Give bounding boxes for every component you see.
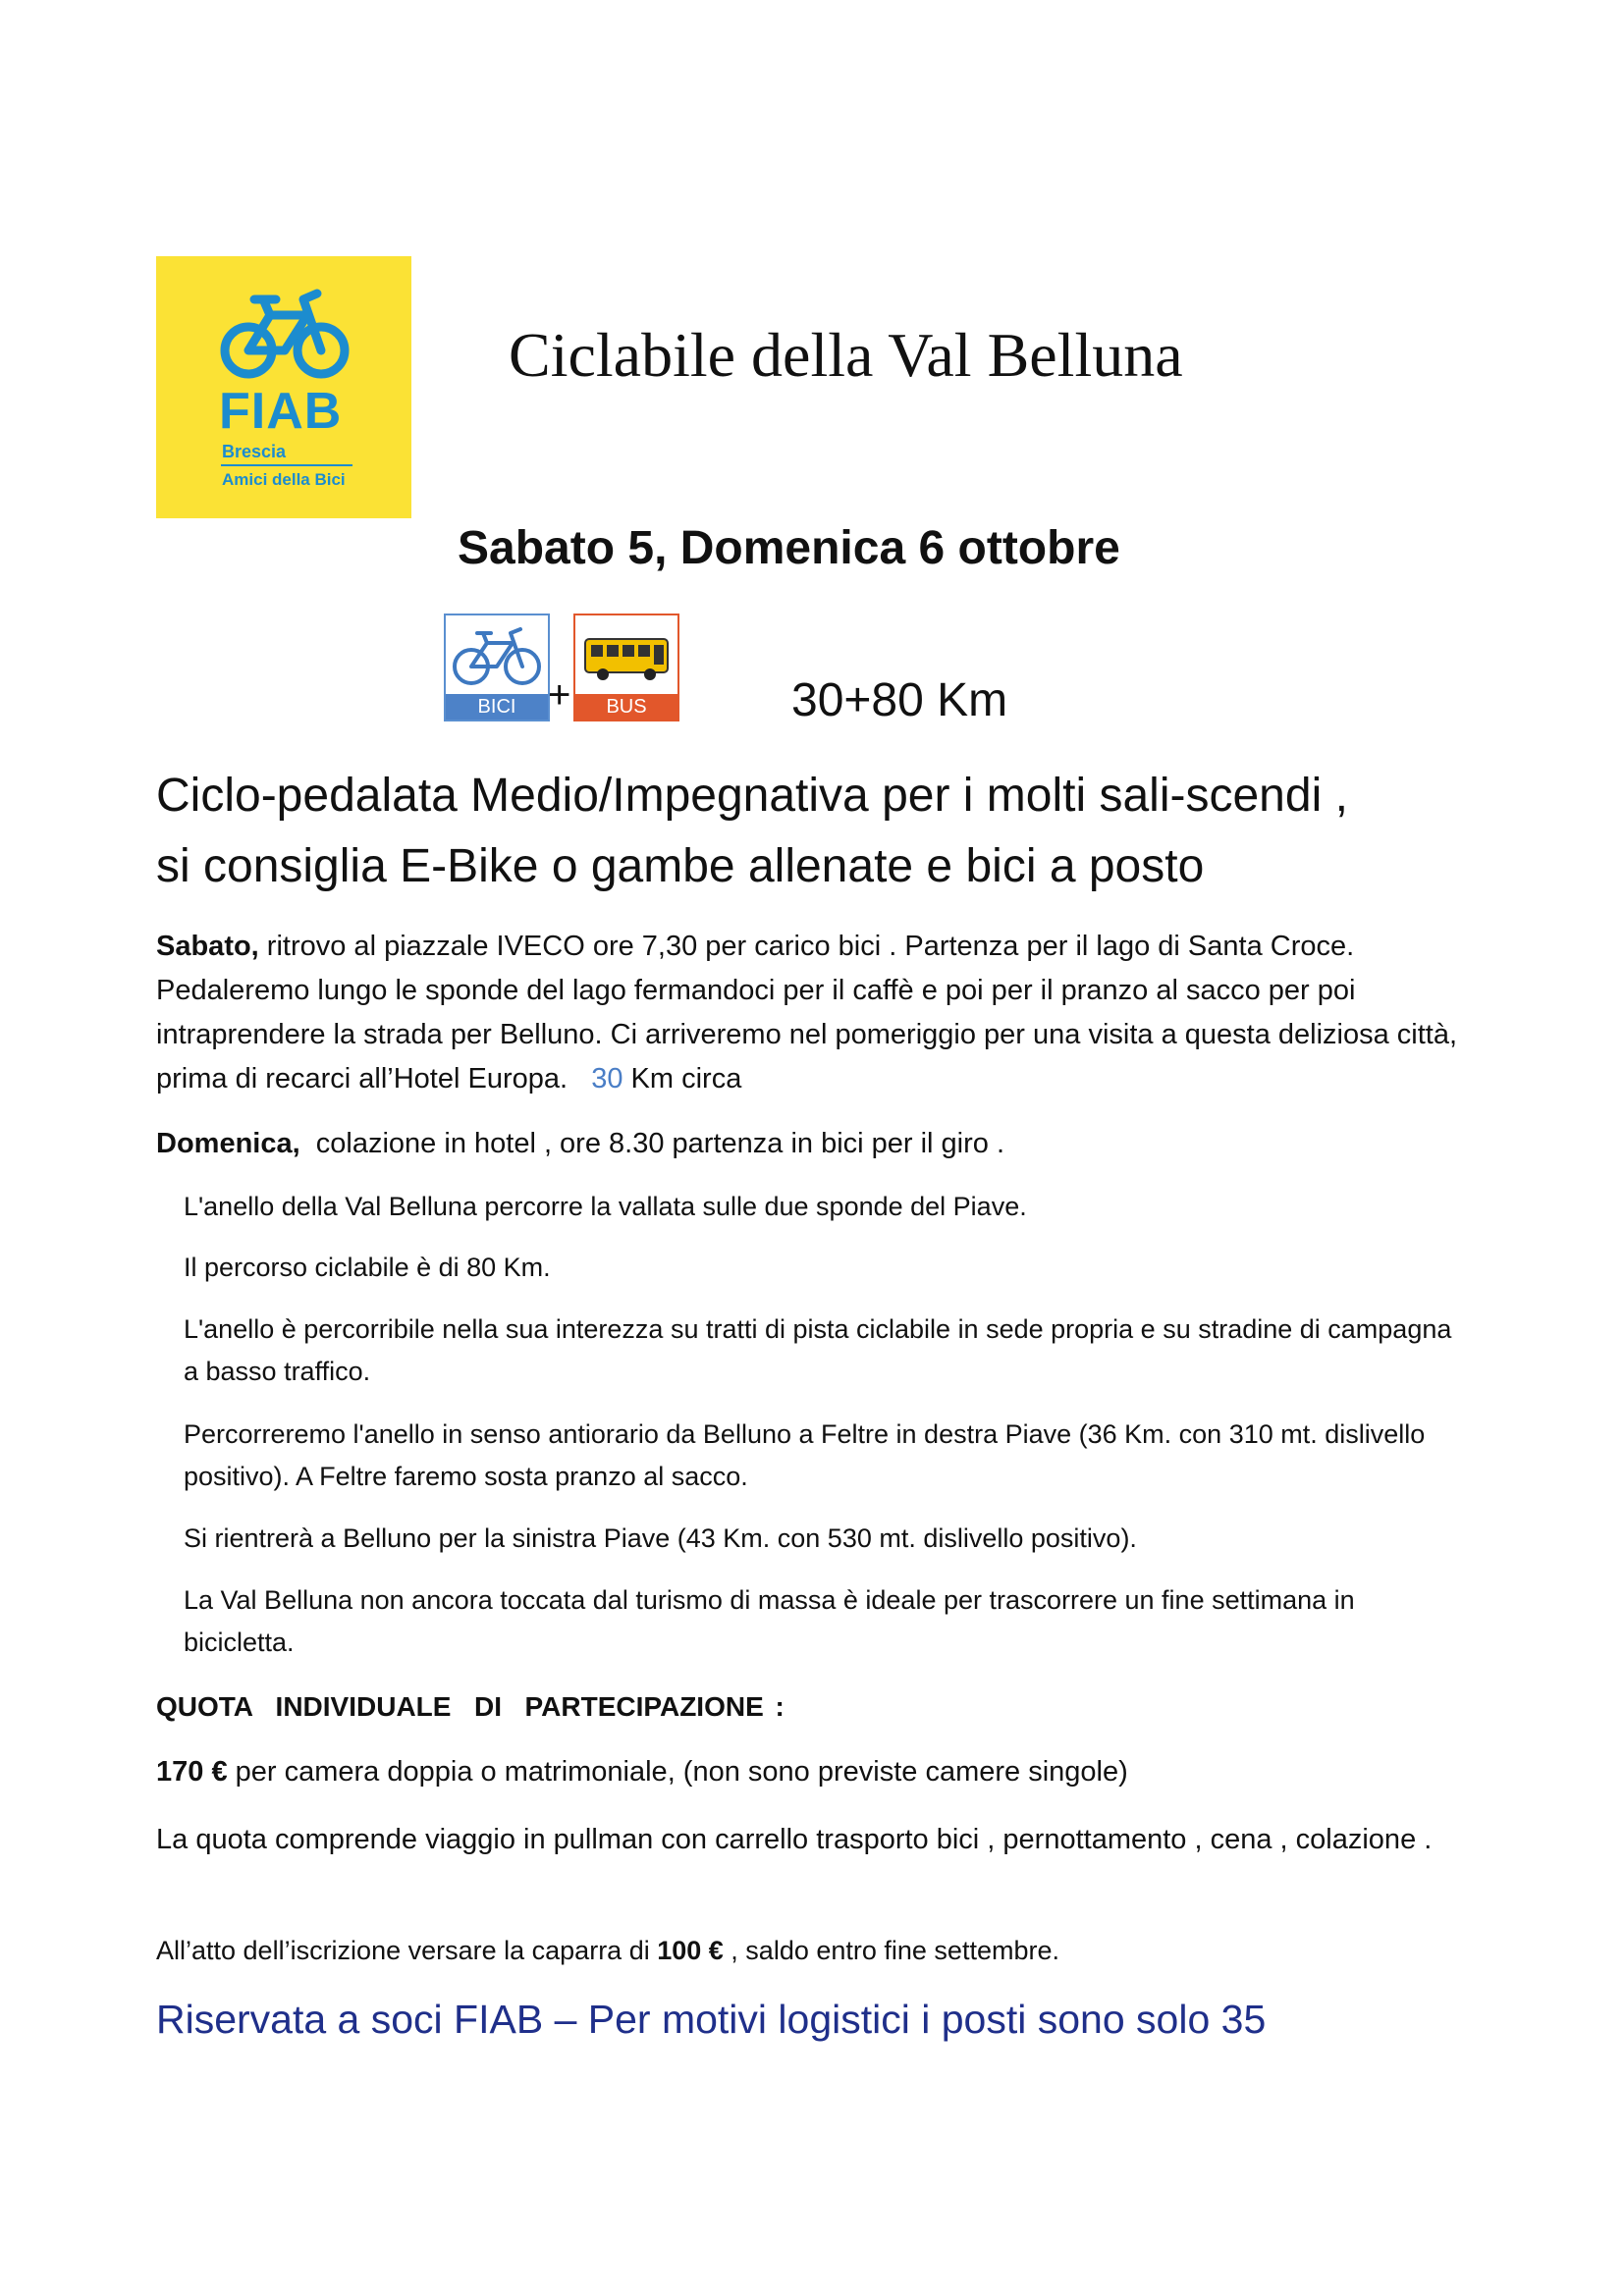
quota-heading: QUOTA INDIVIDUALE DI PARTECIPAZIONE : — [156, 1691, 785, 1722]
logo-tagline: Amici della Bici — [222, 470, 346, 489]
logo-divider — [221, 464, 352, 466]
difficulty-line-2: si consiglia E-Bike o gambe allenate e bici a posto — [156, 840, 1205, 892]
logo-city: Brescia — [222, 442, 287, 461]
detail-item: Si rientrerà a Belluno per la sinistra Piave (43 Km. con 530 mt. dislivello positivo). — [184, 1523, 1137, 1553]
bici-badge — [444, 614, 550, 721]
plus-sign: + — [548, 673, 571, 717]
bicycle-icon — [452, 623, 542, 688]
sunday-text: colazione in hotel , ore 8.30 partenza in bici per il giro . — [299, 1128, 1005, 1159]
saturday-km-suffix: Km circa — [623, 1063, 742, 1095]
saturday-text: ritrovo al piazzale IVECO ore 7,30 per carico bici . Partenza per il lago di Santa Croce. Pedaleremo lungo le sponde del lago fermandoci per il caffè e poi per il pranzo al sacco per poi intraprendere la strada per Belluno. Ci arriveremo nel pomeriggio per una visita a questa deliziosa città, prima di recarci all’Hotel Europa. — [156, 931, 1458, 1095]
deposit-pre: All’atto dell’iscrizione versare la caparra di — [156, 1936, 658, 1965]
saturday-km-value: 30 — [591, 1063, 623, 1095]
saturday-label: Sabato, — [156, 931, 259, 962]
distance-total: 30+80 Km — [791, 674, 1008, 726]
price-paragraph — [156, 1750, 1491, 1794]
bici-label: BICI — [446, 694, 548, 720]
sunday-paragraph — [156, 1122, 1491, 1166]
difficulty-description — [156, 761, 1531, 902]
deposit-post: , saldo entro fine settembre. — [723, 1936, 1059, 1965]
page-title: Ciclabile della Val Belluna — [509, 320, 1183, 390]
detail-item: Percorreremo l'anello in senso antiorario da Belluno a Feltre in destra Piave (36 Km. con 310 mt. dislivello positivo). A Feltre faremo sosta pranzo al sacco. — [184, 1419, 1426, 1491]
saturday-paragraph — [156, 925, 1491, 1101]
bus-badge — [573, 614, 679, 721]
bicycle-icon — [219, 286, 351, 380]
price-value: 170 € — [156, 1756, 228, 1788]
price-text: per camera doppia o matrimoniale, (non sono previste camere singole) — [227, 1756, 1128, 1788]
event-dates: Sabato 5, Domenica 6 ottobre — [458, 522, 1120, 574]
bus-icon — [581, 623, 672, 688]
fiab-logo — [156, 256, 411, 518]
deposit-amount: 100 € — [657, 1936, 724, 1965]
includes-paragraph: La quota comprende viaggio in pullman con carrello trasporto bici , pernottamento , cena , colazione . — [156, 1824, 1433, 1855]
detail-item: L'anello della Val Belluna percorre la vallata sulle due sponde del Piave. — [184, 1192, 1027, 1221]
detail-item: La Val Belluna non ancora toccata dal turismo di massa è ideale per trascorrere un fine settimana in bicicletta. — [184, 1585, 1355, 1657]
logo-name: FIAB — [219, 383, 343, 440]
sunday-label: Domenica, — [156, 1128, 300, 1159]
reserved-note: Riservata a soci FIAB – Per motivi logistici i posti sono solo 35 — [156, 1997, 1267, 2042]
detail-item: Il percorso ciclabile è di 80 Km. — [184, 1253, 551, 1282]
difficulty-line-1: Ciclo-pedalata Medio/Impegnativa per i molti sali-scendi , — [156, 770, 1348, 822]
detail-item: L'anello è percorribile nella sua interezza su tratti di pista ciclabile in sede propria e su stradine di campagna a basso traffico. — [184, 1314, 1452, 1386]
deposit-paragraph — [156, 1929, 1491, 1973]
bus-label: BUS — [575, 694, 677, 720]
